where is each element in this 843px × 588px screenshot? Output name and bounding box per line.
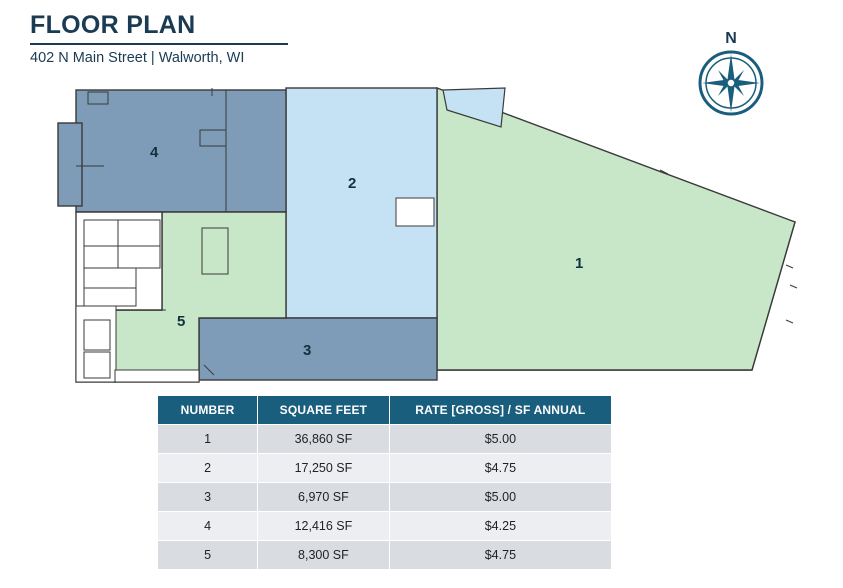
core-room-f [84,288,136,306]
cell-rate: $4.75 [389,454,611,483]
floor-plan-svg [0,70,843,395]
cell-rate: $4.75 [389,541,611,570]
table-header [158,396,612,425]
cell-square-feet: 17,250 SF [258,454,390,483]
table-row [158,483,612,512]
floor-plan-drawing [0,70,843,395]
header-square-feet: SQUARE FEET [258,396,390,425]
room-label-5: 5 [177,313,186,330]
wall-detail-11 [790,285,797,288]
cell-rate: $4.25 [389,512,611,541]
cell-square-feet: 36,860 SF [258,425,390,454]
wall-detail-5 [396,198,434,226]
page-header [30,10,288,67]
page-title: FLOOR PLAN [30,11,196,39]
table-row [158,454,612,483]
suite-4-west-extension [58,123,82,206]
table-row [158,425,612,454]
core-room-a [84,220,118,246]
table-row [158,541,612,570]
suite-3-area [199,318,437,380]
core-room-d [118,246,160,268]
core-room-c [84,246,118,268]
table-header-row [158,396,612,425]
suite-rate-table [157,395,612,570]
title-divider [30,43,288,45]
cell-number: 3 [158,483,258,512]
cell-rate: $5.00 [389,425,611,454]
cell-number: 5 [158,541,258,570]
core-room-g [84,320,110,350]
table-row [158,512,612,541]
room-label-3: 3 [303,342,312,359]
room-label-2: 2 [348,175,357,192]
cell-number: 1 [158,425,258,454]
suite-rate-table-wrapper [157,395,612,570]
header-rate: RATE [GROSS] / SF ANNUAL [389,396,611,425]
north-label: N [725,30,737,47]
core-room-i [115,370,199,382]
table-body [158,425,612,570]
suite-4-area [76,90,286,212]
cell-rate: $5.00 [389,483,611,512]
core-room-h [84,352,110,378]
core-room-e [84,268,136,288]
suite-1-outline-detail [437,88,795,370]
wall-detail-12 [786,320,793,323]
header-number: NUMBER [158,396,258,425]
cell-square-feet: 8,300 SF [258,541,390,570]
cell-number: 4 [158,512,258,541]
cell-square-feet: 6,970 SF [258,483,390,512]
room-label-4: 4 [150,144,159,161]
cell-square-feet: 12,416 SF [258,512,390,541]
cell-number: 2 [158,454,258,483]
room-label-1: 1 [575,255,584,272]
wall-detail-10 [786,265,793,268]
core-room-b [118,220,160,246]
page-subtitle: 402 N Main Street | Walworth, WI [30,50,245,66]
